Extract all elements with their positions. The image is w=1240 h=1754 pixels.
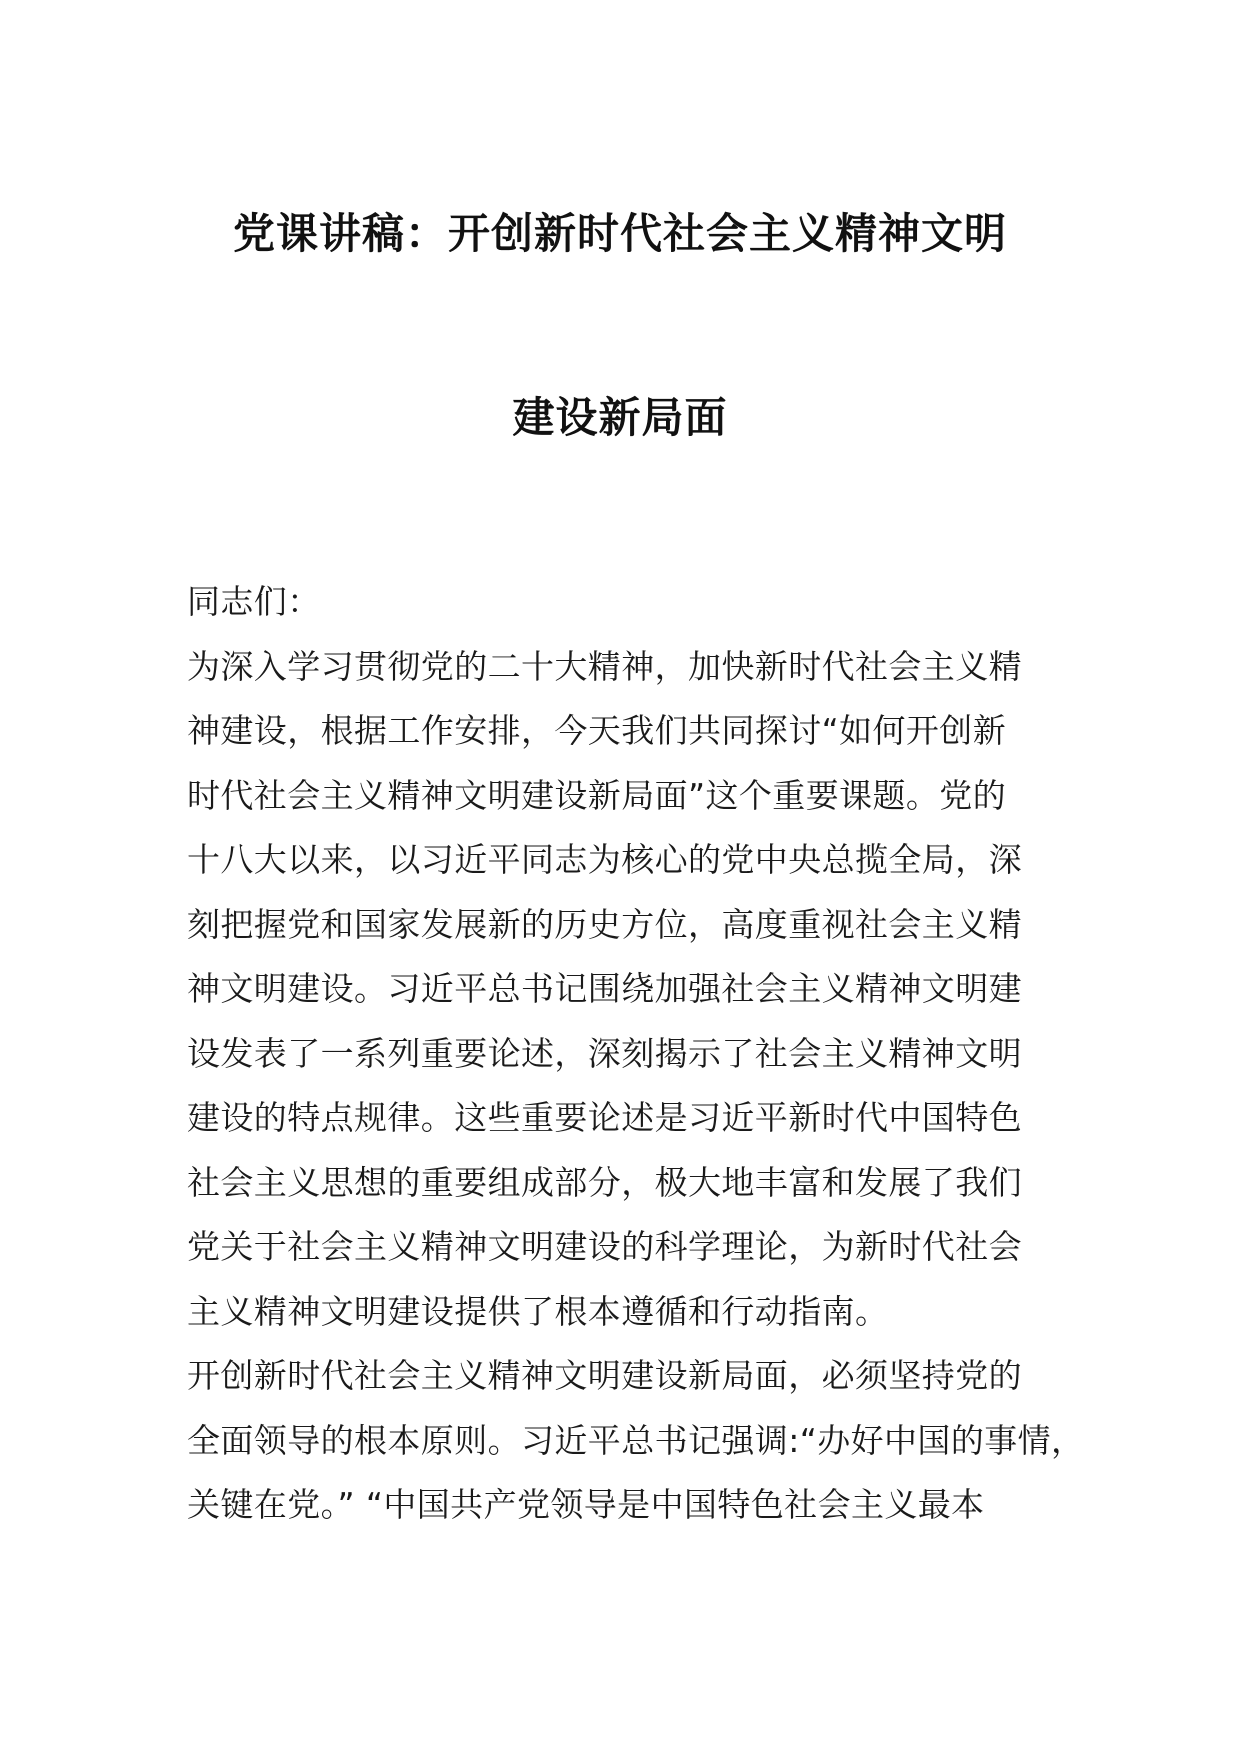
document-title-line-2: 建设新局面 <box>512 393 728 442</box>
document-body <box>187 570 1107 1538</box>
body-line: 刻把握党和国家发展新的历史方位，高度重视社会主义精 <box>187 904 1022 944</box>
salutation: 同志们： <box>187 582 321 621</box>
body-line: 神文明建设。习近平总书记围绕加强社会主义精神文明建 <box>187 969 1022 1008</box>
body-line: 关键在党。” “中国共产党领导是中国特色社会主义最本 <box>187 1485 985 1524</box>
body-line: 十八大以来，以习近平同志为核心的党中央总揽全局，深 <box>187 840 1022 879</box>
body-line: 时代社会主义精神文明建设新局面”这个重要课题。党的 <box>187 775 1007 815</box>
body-line: 神建设，根据工作安排，今天我们共同探讨“如何开创新 <box>187 711 1007 750</box>
body-line: 党关于社会主义精神文明建设的科学理论，为新时代社会 <box>187 1227 1022 1266</box>
body-line: 建设的特点规律。这些重要论述是习近平新时代中国特色 <box>187 1098 1022 1137</box>
body-line: 主义精神文明建设提供了根本遵循和行动指南。 <box>187 1291 889 1331</box>
body-line: 为深入学习贯彻党的二十大精神，加快新时代社会主义精 <box>187 646 1022 686</box>
body-line: 开创新时代社会主义精神文明建设新局面，必须坚持党的 <box>187 1356 1022 1395</box>
document-title-line-1: 党课讲稿：开创新时代社会主义精神文明 <box>232 209 1007 258</box>
body-line: 社会主义思想的重要组成部分，极大地丰富和发展了我们 <box>187 1162 1022 1202</box>
body-line: 设发表了一系列重要论述，深刻揭示了社会主义精神文明 <box>187 1033 1022 1073</box>
body-line: 全面领导的根本原则。习近平总书记强调:“办好中国的事情， <box>187 1420 1085 1460</box>
